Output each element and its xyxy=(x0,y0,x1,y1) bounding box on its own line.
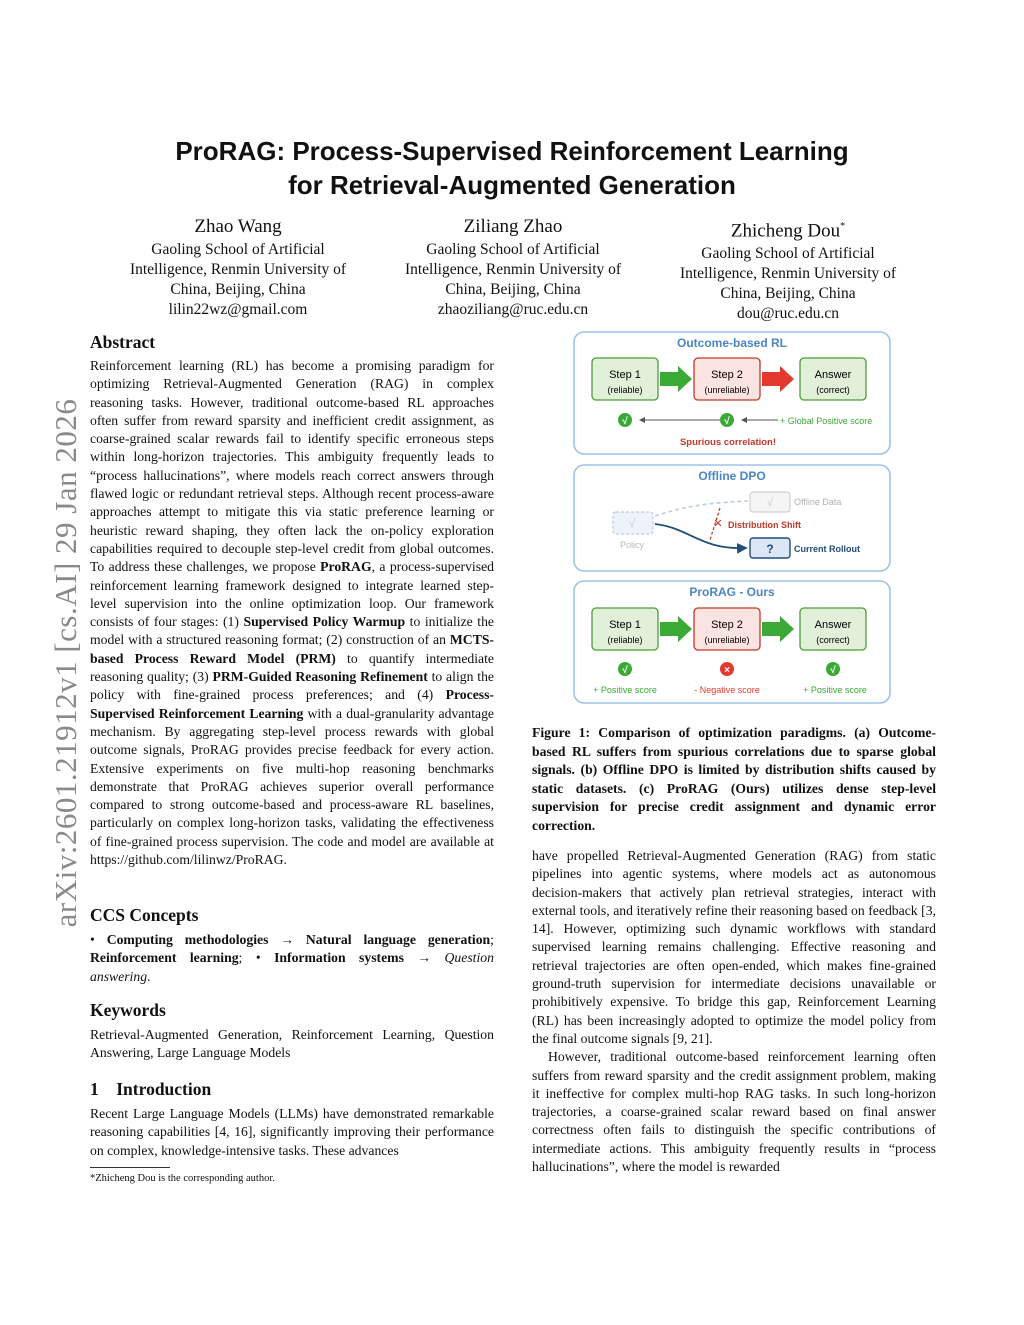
title-line-1: ProRAG: Process-Supervised Reinforcement Learning xyxy=(175,136,849,166)
introduction-text-left: Recent Large Language Models (LLMs) have demonstrated remarkable reasoning capabilities [4, 16], significantly improving their performance on complex, knowledge-intensive tasks. These advances xyxy=(90,1106,494,1158)
cross-icon: × xyxy=(724,665,730,676)
author-affiliation: Intelligence, Renmin University of xyxy=(679,265,897,283)
check-icon: √ xyxy=(766,497,774,509)
panel-c-pos-score-2: + Positive score xyxy=(803,685,867,695)
author-block-3 xyxy=(663,215,913,324)
title-line-2: for Retrieval-Augmented Generation xyxy=(288,170,736,200)
keywords-heading: Keywords xyxy=(90,1000,166,1020)
panel-c-step1-sub: (reliable) xyxy=(607,635,643,645)
panel-c-title: ProRAG - Ours xyxy=(689,585,775,599)
author-name: Ziliang Zhao xyxy=(463,216,563,237)
distribution-shift-label: Distribution Shift xyxy=(728,520,801,530)
panel-a-answer-label: Answer xyxy=(814,369,852,381)
corresponding-mark: * xyxy=(840,221,846,232)
author-affiliation: Gaoling School of Artificial xyxy=(701,245,875,263)
abstract-heading: Abstract xyxy=(90,332,156,352)
panel-a-spurious-label: Spurious correlation! xyxy=(679,437,777,448)
panel-a-answer-sub: (correct) xyxy=(816,385,850,395)
check-icon: √ xyxy=(830,665,836,676)
abstract-section xyxy=(90,331,494,869)
author-affiliation: Intelligence, Renmin University of xyxy=(404,261,622,278)
author-name-text: Zhicheng Dou xyxy=(730,220,841,242)
panel-a-step2-label: Step 2 xyxy=(711,369,743,381)
panel-a-step1-label: Step 1 xyxy=(609,369,641,381)
author-affiliation: China, Beijing, China xyxy=(720,285,856,303)
introduction-section xyxy=(90,1078,494,1160)
author-email[interactable]: lilin22wz@gmail.com xyxy=(168,301,308,318)
check-icon: √ xyxy=(724,416,730,427)
introduction-text-right-p1: have propelled Retrieval-Augmented Generation (RAG) from static pipelines into agentic systems, where models act as autonomous decision-makers that actively plan retrieval strategies, interact with external tools, and iteratively refine their reasoning based on feedback [3, 14]. However, optimizing such dynamic workflows with standard supervised learning remains challenging. Effective reasoning and retrieval trajectories are often open-ended, which makes fine-grained ground-truth supervision for intermediate decisions unavailable or prohibitively expensive. To bridge this gap, Reinforcement Learning (RL) has been increasingly adopted to optimize the model policy from the final outcome signals [9, 21]. xyxy=(532,848,936,1046)
arxiv-sidebar-stamp: arXiv:2601.21912v1 [cs.AI] 29 Jan 2026 xyxy=(48,398,83,928)
author-name: Zhao Wang xyxy=(194,216,282,237)
paper-title xyxy=(130,134,894,202)
current-rollout-label: Current Rollout xyxy=(794,544,860,554)
panel-a-global-score: + Global Positive score xyxy=(780,416,873,426)
panel-c-answer-sub: (correct) xyxy=(816,635,850,645)
author-affiliation: China, Beijing, China xyxy=(170,281,306,298)
ccs-heading: CCS Concepts xyxy=(90,905,199,925)
keywords-text: Retrieval-Augmented Generation, Reinforcement Learning, Question Answering, Large Language Models xyxy=(90,1027,494,1061)
abstract-text: Reinforcement learning (RL) has become a promising paradigm for optimizing Retrieval-Augmented Generation (RAG) in complex reasoning tasks. However, traditional outcome-based RL approaches often suffer from reward sparsity and inefficient credit assignment, as coarse-grained scalar rewards fail to identify specific erroneous steps within long-horizon trajectories. This ambiguity frequently leads to “process hallucinations”, where models reach correct answers through flawed logic or redundant retrieval steps. Although recent process-aware approaches attempt to mitigate this via static preference learning or heuristic reward shaping, they often lack the on-policy exploration capabilities required to decouple step-level credit from global outcomes. To address these challenges, we propose ProRAG, a process-supervised reinforcement learning framework designed to integrate learned step-level supervision into the online optimization loop. Our framework consists of four stages: (1) Supervised Policy Warmup to initialize the model with a structured reasoning format; (2) construction of an MCTS-based Process Reward Model (PRM) to quantify intermediate reasoning quality; (3) PRM-Guided Reasoning Refinement to align the policy with fine-grained process preferences; and (4) Process-Supervised Reinforcement Learning with a dual-granularity advantage mechanism. By aggregating step-level process rewards with global outcome signals, ProRAG provides precise feedback for every action. Extensive experiments on five multi-hop reasoning benchmarks demonstrate that ProRAG achieves superior overall performance compared to strong outcome-based and process-aware RL baselines, particularly on complex long-horizon tasks, validating the effectiveness of fine-grained process supervision. The code and model are available at https://github.com/lilinwz/ProRAG. xyxy=(90,358,494,868)
panel-c-pos-score-1: + Positive score xyxy=(593,685,657,695)
panel-c-answer-label: Answer xyxy=(814,619,852,631)
author-affiliation: Intelligence, Renmin University of xyxy=(129,261,347,278)
question-icon: ? xyxy=(766,542,774,556)
panel-a-step1-sub: (reliable) xyxy=(607,385,643,395)
check-icon: √ xyxy=(628,518,636,530)
panel-a-title: Outcome-based RL xyxy=(676,336,788,350)
author-name xyxy=(663,215,913,243)
ccs-text: • Computing methodologies → Natural language generation; Reinforcement learning; • Information systems → Question answering. xyxy=(90,932,494,984)
figure-caption: Figure 1: Comparison of optimization paradigms. (a) Outcome-based RL suffers from spurious correlations due to sparse global signals. (b) Offline DPO is limited by distribution shifts caused by static datasets. (c) ProRAG (Ours) utilizes dense step-level supervision for precise credit assignment and dynamic error correction. xyxy=(532,725,936,833)
check-icon: √ xyxy=(622,665,628,676)
footnote: *Zhicheng Dou is the corresponding author. xyxy=(90,1173,275,1184)
policy-label: Policy xyxy=(619,540,645,550)
author-affiliation: Gaoling School of Artificial xyxy=(426,241,600,258)
author-affiliation: China, Beijing, China xyxy=(445,281,581,298)
panel-c-neg-score: - Negative score xyxy=(694,685,760,695)
author-email[interactable]: zhaoziliang@ruc.edu.cn xyxy=(437,301,589,318)
author-affiliation: Gaoling School of Artificial xyxy=(151,241,325,258)
figure-1 xyxy=(560,328,900,706)
introduction-text-right-p2: However, traditional outcome-based reinforcement learning often suffers from reward sparsity and the credit assignment problem, making it ineffective for complex multi-hop RAG tasks. In such long-horizon trajectories, a coarse-grained scalar reward based on final answer correctness often fails to distinguish the specific contributions of intermediate actions. This ambiguity frequently results in “process hallucinations”, where the model is rewarded xyxy=(532,1049,936,1175)
shift-x-mark: ✕ xyxy=(713,518,723,530)
panel-c-step2-label: Step 2 xyxy=(711,619,743,631)
ccs-section xyxy=(90,904,494,986)
panel-b-title: Offline DPO xyxy=(698,469,766,483)
panel-a-step2-sub: (unreliable) xyxy=(704,385,750,395)
keywords-section xyxy=(90,999,494,1063)
author-block-1 xyxy=(113,215,363,320)
check-icon: √ xyxy=(622,416,628,427)
author-email[interactable]: dou@ruc.edu.cn xyxy=(736,305,840,323)
author-block-2 xyxy=(388,215,638,320)
offline-data-label: Offline Data xyxy=(794,497,842,507)
footnote-rule xyxy=(90,1167,170,1168)
panel-c-step1-label: Step 1 xyxy=(609,619,641,631)
introduction-heading: 1 Introduction xyxy=(90,1079,212,1099)
panel-c-step2-sub: (unreliable) xyxy=(704,635,750,645)
introduction-continued xyxy=(532,847,936,1176)
